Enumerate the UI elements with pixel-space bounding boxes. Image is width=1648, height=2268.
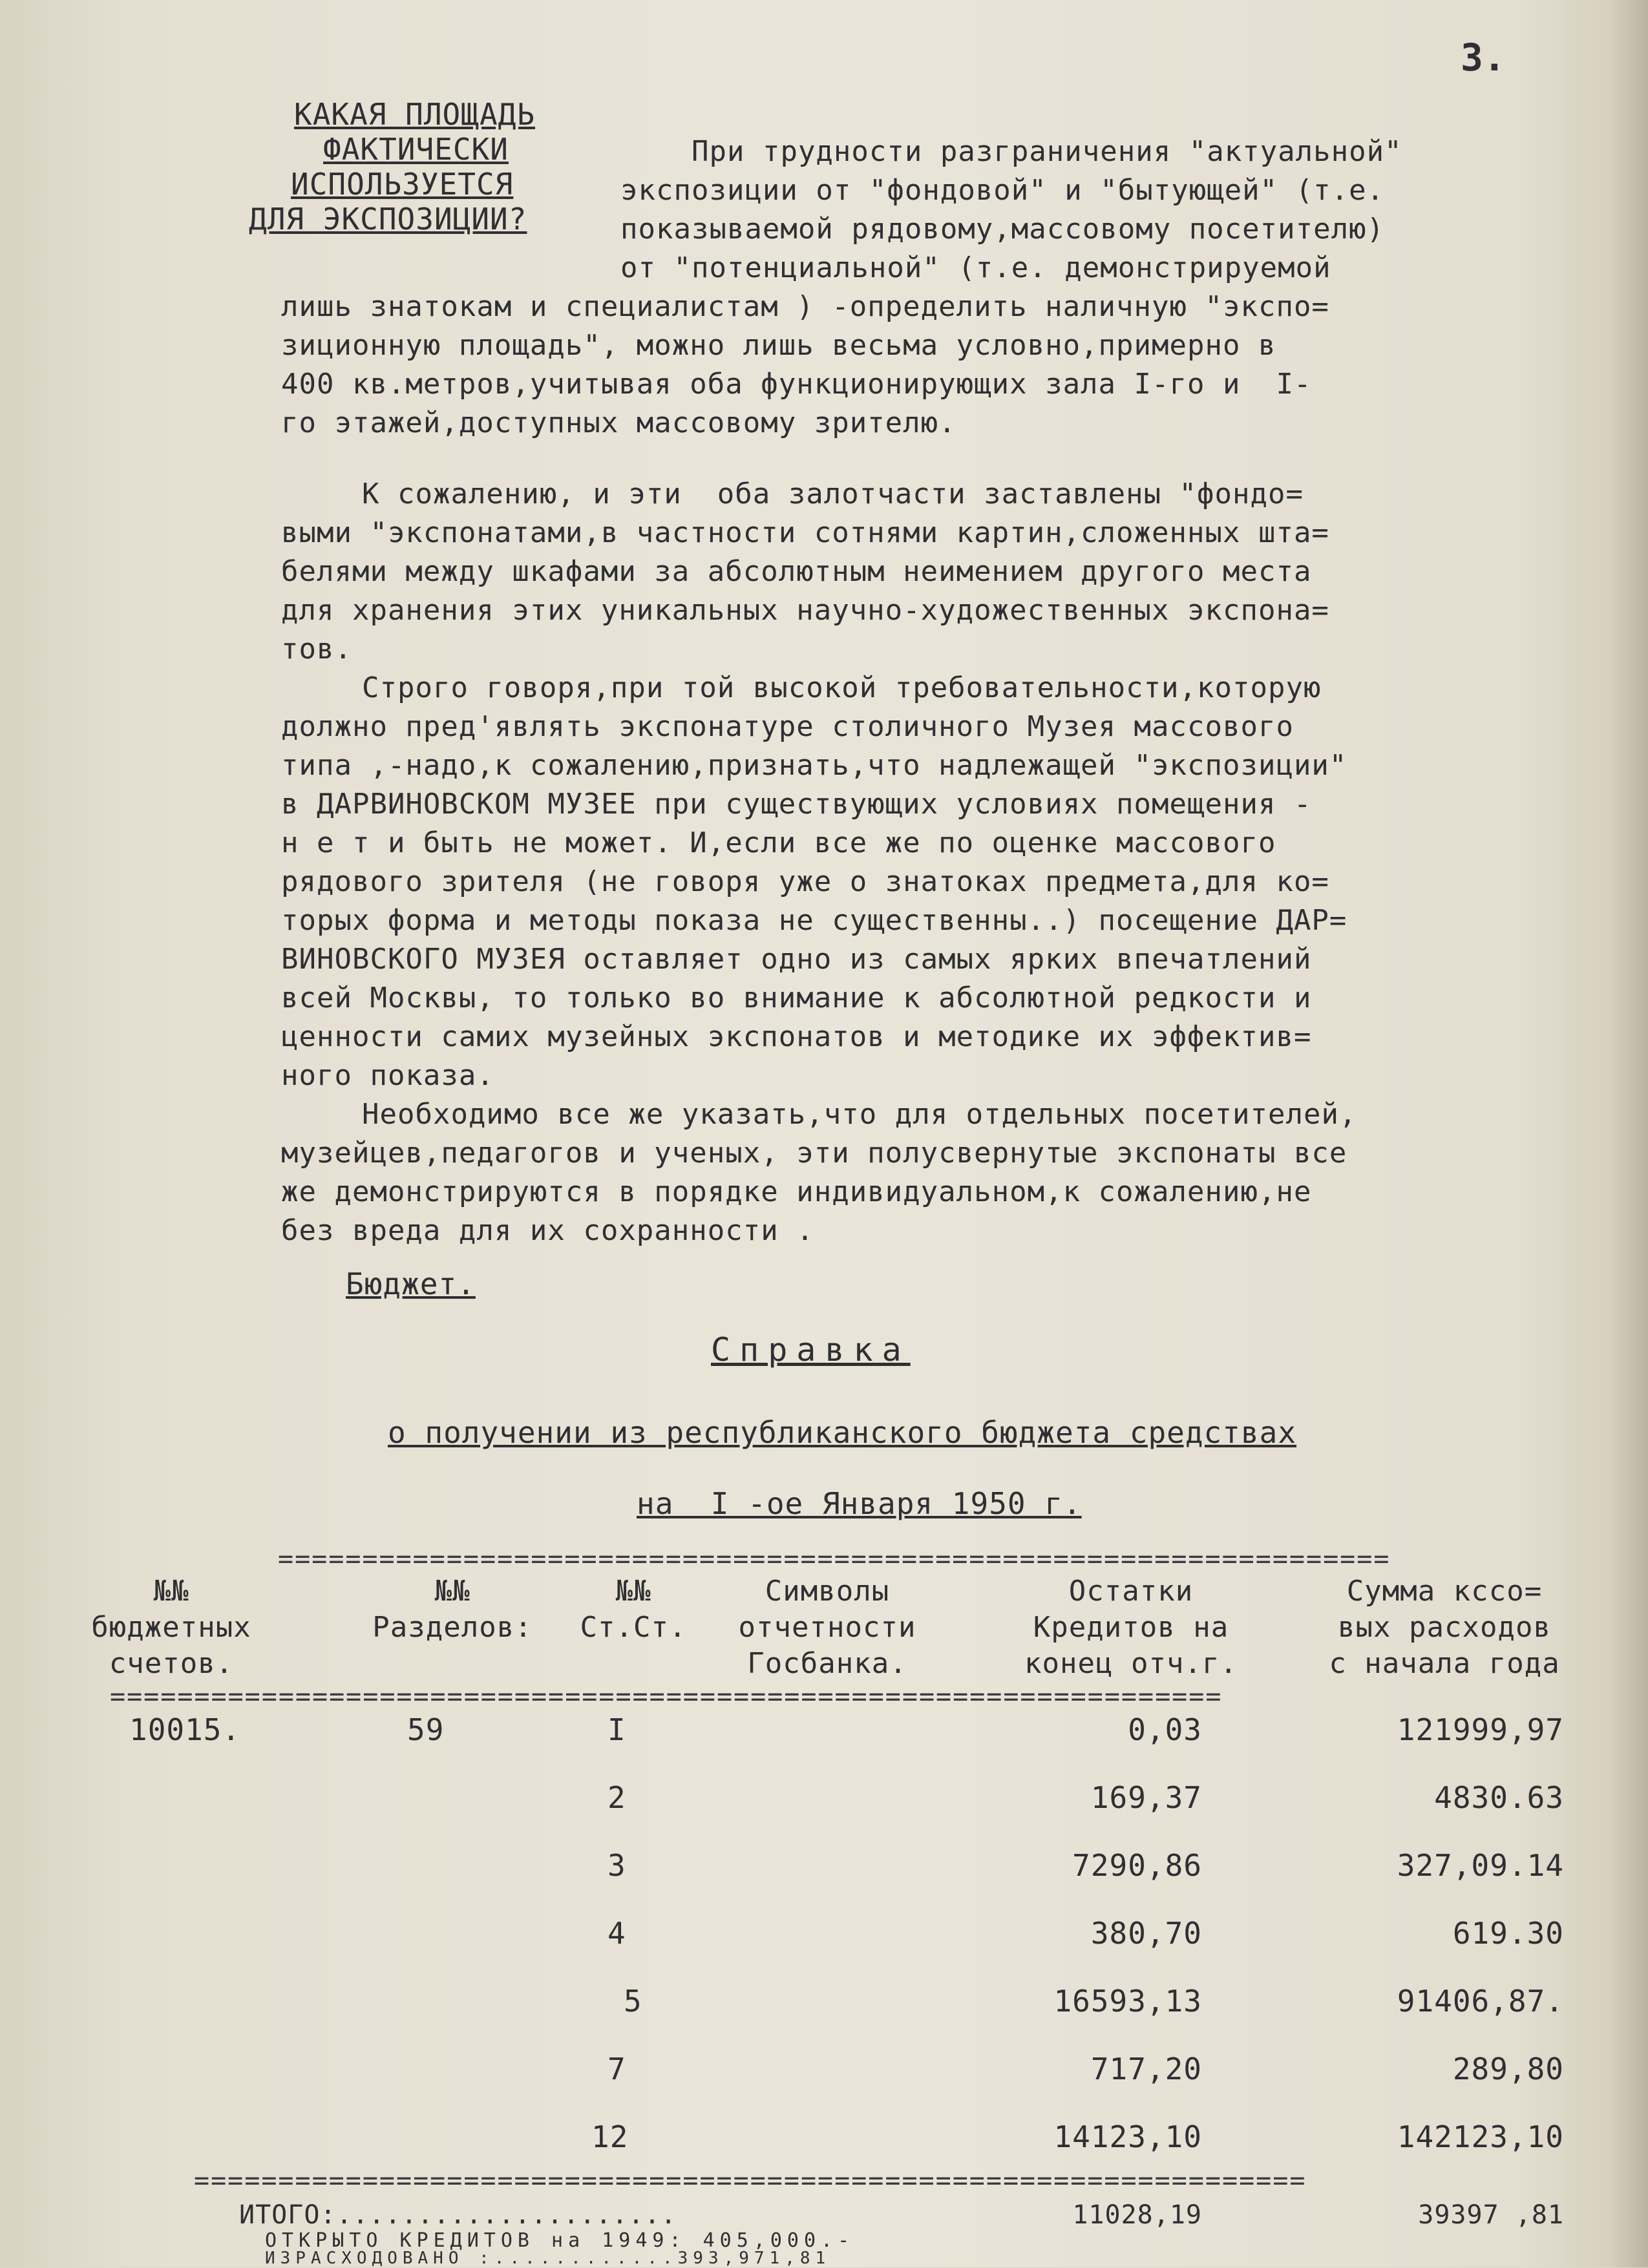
text-line: для хранения этих уникальных научно-художественных экспона=	[281, 594, 1329, 627]
rest-cell: 0,03	[1128, 1712, 1202, 1747]
rule-line: ==================================================================	[278, 1544, 1391, 1574]
spent-cell: 91406,87.	[1397, 1984, 1564, 2019]
text-line: Необходимо все же указать,что для отдельных посетителей,	[362, 1098, 1357, 1131]
rest-cell: 16593,13	[1053, 1984, 1202, 2019]
text-line: При трудности разграничения "актуальной"	[692, 135, 1402, 168]
rest-cell: 717,20	[1090, 2052, 1202, 2086]
text-line: зиционную площадь", можно лишь весьма условно,примерно в	[281, 329, 1276, 362]
side-heading-line: ФАКТИЧЕСКИ	[323, 132, 509, 167]
spent-credits-line: ИЗРАСХОДОВАНО :............393,971,81	[265, 2249, 831, 2268]
article-cell: 12	[591, 2119, 629, 2154]
text-line: белями между шкафами за абсолютным неимением другого места	[281, 555, 1312, 588]
budget-label: Бюджет.	[346, 1266, 476, 1301]
text-line: 400 кв.метров,учитывая оба функционирующих зала I-го и I-	[281, 368, 1312, 401]
header-rest: Остатки Кредитов на конец отч.г.	[1024, 1575, 1238, 1680]
text-line: торых форма и методы показа не существенны..) посещение ДАР=	[281, 904, 1347, 937]
side-heading-line: КАКАЯ ПЛОЩАДЬ	[294, 97, 536, 132]
text-line: экспозиции от "фондовой" и "бытующей" (т.е.	[620, 174, 1385, 207]
rest-cell: 169,37	[1090, 1780, 1202, 1815]
rest-cell: 7290,86	[1072, 1848, 1202, 1883]
text-line: в ДАРВИНОВСКОМ МУЗЕЕ при существующих условиях помещения -	[281, 788, 1312, 821]
article-cell: 2	[607, 1780, 626, 1815]
total-spent: 39397 ,81	[1418, 2200, 1564, 2230]
text-line: выми "экспонатами,в частности сотнями картин,сложенных шта=	[281, 516, 1329, 549]
text-line: же демонстрируются в порядке индивидуальном,к сожалению,не	[281, 1175, 1312, 1208]
header-articles: №№ Ст.Ст.	[580, 1575, 687, 1644]
text-line: тов.	[281, 633, 352, 666]
spent-cell: 121999,97	[1397, 1712, 1564, 1747]
rest-cell: 14123,10	[1053, 2119, 1202, 2154]
section-cell: 59	[407, 1712, 445, 1747]
text-line: Строго говоря,при той высокой требовательности,которую	[362, 671, 1322, 704]
text-line: ного показа.	[281, 1059, 494, 1092]
spent-cell: 619.30	[1452, 1916, 1564, 1951]
spent-cell: 327,09.14	[1397, 1848, 1564, 1883]
spravka-subtitle: о получении из республиканского бюджета средствах	[388, 1415, 1297, 1450]
header-accounts: №№ бюджетных счетов.	[91, 1575, 251, 1680]
text-line: К сожалению, и эти оба залотчасти заставлены "фондо=	[362, 478, 1304, 510]
article-cell: I	[607, 1712, 626, 1747]
spravka-title: Справка	[711, 1331, 911, 1369]
text-line: музейцев,педагогов и ученых, эти полусвернутые экспонаты все	[281, 1137, 1347, 1170]
text-line: показываемой рядовому,массовому посетителю)	[620, 213, 1385, 246]
text-line: н е т и быть не может. И,если все же по оценке массового	[281, 826, 1276, 859]
article-cell: 4	[607, 1916, 626, 1951]
text-line: всей Москвы, то только во внимание к абсолютной редкости и	[281, 982, 1312, 1014]
spent-cell: 289,80	[1452, 2052, 1564, 2086]
spravka-date: на I -ое Января 1950 г.	[637, 1486, 1082, 1521]
text-line: ценности самих музейных экспонатов и методике их эффектив=	[281, 1020, 1312, 1053]
text-line: от "потенциальной" (т.е. демонстрируемой	[620, 251, 1331, 284]
spent-cell: 142123,10	[1397, 2119, 1564, 2154]
header-symbols: Символы отчетности Госбанка.	[738, 1575, 916, 1680]
text-line: рядового зрителя (не говоря уже о знатоках предмета,для ко=	[281, 865, 1329, 898]
header-spent: Сумма кссо= вых расходов с начала года	[1329, 1575, 1560, 1680]
opened-credits-line: ОТКРЫТО КРЕДИТОВ на 1949: 405,000.-	[265, 2229, 855, 2252]
page-number: 3.	[1461, 36, 1506, 79]
article-cell: 5	[624, 1984, 642, 2019]
spent-cell: 4830.63	[1434, 1780, 1564, 1815]
total-label: ИТОГО:.....................	[239, 2200, 677, 2230]
paper-edge-shadow	[1609, 0, 1648, 2267]
text-line: ВИНОВСКОГО МУЗЕЯ оставляет одно из самых ярких впечатлений	[281, 943, 1312, 976]
text-line: лишь знатокам и специалистам ) -определить наличную "экспо=	[281, 290, 1329, 323]
text-line: должно пред'являть экспонатуре столичного Музея массового	[281, 710, 1294, 743]
rule-line: ==================================================================	[110, 1682, 1223, 1712]
side-heading-line: ДЛЯ ЭКСПОЗИЦИИ?	[249, 202, 527, 236]
account-cell: 10015.	[129, 1712, 241, 1747]
rule-line: ==================================================================	[194, 2166, 1307, 2196]
text-line: без вреда для их сохранности .	[281, 1214, 814, 1247]
header-sections: №№ Разделов:	[372, 1575, 533, 1644]
rest-cell: 380,70	[1090, 1916, 1202, 1951]
article-cell: 3	[607, 1848, 626, 1883]
article-cell: 7	[607, 2052, 626, 2086]
text-line: типа ,-надо,к сожалению,признать,что надлежащей "экспозиции"	[281, 749, 1347, 782]
side-heading-line: ИСПОЛЬЗУЕТСЯ	[291, 167, 514, 202]
total-rest: 11028,19	[1072, 2200, 1202, 2230]
text-line: го этажей,доступных массовому зрителю.	[281, 406, 956, 439]
